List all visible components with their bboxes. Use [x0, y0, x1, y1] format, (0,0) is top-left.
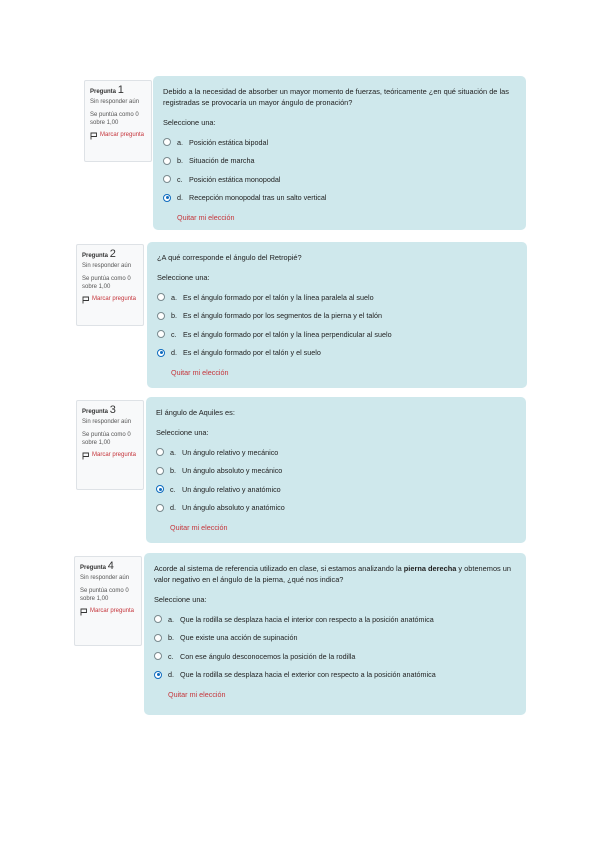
flag-icon	[82, 452, 90, 460]
radio-button-selected[interactable]	[154, 671, 162, 679]
radio-button[interactable]	[156, 504, 164, 512]
clear-choice-link[interactable]: Quitar mi elección	[170, 523, 228, 532]
flag-question-button[interactable]: Marcar pregunta	[82, 296, 138, 304]
answer-option[interactable]: a. Posición estática bipodal	[163, 133, 516, 152]
radio-button-selected[interactable]	[163, 194, 171, 202]
question-status: Sin responder aún	[82, 419, 132, 425]
question-status: Sin responder aún	[82, 263, 132, 269]
clear-choice-link[interactable]: Quitar mi elección	[171, 368, 229, 377]
radio-button[interactable]	[156, 467, 164, 475]
question-status: Sin responder aún	[90, 99, 140, 105]
radio-button[interactable]	[163, 175, 171, 183]
question-text: ¿A qué corresponde el ángulo del Retropié?	[157, 253, 302, 262]
question-score: Se puntúa como 0 sobre 1,00	[90, 112, 139, 126]
question-number: Pregunta 3	[82, 404, 116, 416]
radio-button-selected[interactable]	[156, 485, 164, 493]
question-info	[84, 80, 152, 162]
answer-option[interactable]: d. Un ángulo absoluto y anatómico	[156, 499, 516, 518]
question-card	[153, 76, 526, 230]
answer-option[interactable]: c. Posición estática monopodal	[163, 170, 516, 189]
answer-option[interactable]: c. Un ángulo relativo y anatómico	[156, 480, 516, 499]
question-number: Pregunta 4	[80, 560, 114, 572]
question-score: Se puntúa como 0 sobre 1,00	[82, 276, 131, 290]
radio-button[interactable]	[163, 138, 171, 146]
radio-button[interactable]	[154, 634, 162, 642]
question-text: El ángulo de Aquiles es:	[156, 408, 235, 417]
answer-option[interactable]: b. Situación de marcha	[163, 152, 516, 171]
question-info	[74, 556, 142, 646]
question-text: Acorde al sistema de referencia utilizado en clase, si estamos analizando la pierna derecha y obtenemos un valor negativo en el ángulo de la pierna, ¿qué nos indica?	[154, 564, 512, 584]
answer-option[interactable]: b. Es el ángulo formado por los segmentos de la pierna y el talón	[157, 307, 517, 326]
answer-option[interactable]: d. Es el ángulo formado por el talón y el suelo	[157, 344, 517, 363]
answer-prompt: Seleccione una:	[157, 273, 210, 282]
question-card	[146, 397, 526, 543]
answer-option[interactable]: a. Un ángulo relativo y mecánico	[156, 443, 516, 462]
flag-question-button[interactable]: Marcar pregunta	[80, 608, 136, 616]
radio-button[interactable]	[157, 293, 165, 301]
flag-question-button[interactable]: Marcar pregunta	[90, 132, 146, 140]
answer-prompt: Seleccione una:	[154, 595, 207, 604]
answer-option[interactable]: b. Un ángulo absoluto y mecánico	[156, 462, 516, 481]
radio-button[interactable]	[154, 615, 162, 623]
answer-option[interactable]: c. Es el ángulo formado por el talón y la línea perpendicular al suelo	[157, 325, 517, 344]
answer-option[interactable]: a. Es el ángulo formado por el talón y la línea paralela al suelo	[157, 288, 517, 307]
answer-prompt: Seleccione una:	[163, 118, 216, 127]
question-score: Se puntúa como 0 sobre 1,00	[82, 432, 131, 446]
answer-option[interactable]: d. Recepción monopodal tras un salto vertical	[163, 189, 516, 208]
question-info	[76, 244, 144, 326]
answer-option[interactable]: b. Que existe una acción de supinación	[154, 629, 516, 648]
answer-option[interactable]: a. Que la rodilla se desplaza hacia el interior con respecto a la posición anatómica	[154, 610, 516, 629]
question-card	[147, 242, 527, 388]
question-card	[144, 553, 526, 715]
flag-icon	[82, 296, 90, 304]
flag-icon	[80, 608, 88, 616]
radio-button[interactable]	[163, 157, 171, 165]
radio-button[interactable]	[156, 448, 164, 456]
radio-button-selected[interactable]	[157, 349, 165, 357]
question-info	[76, 400, 144, 490]
clear-choice-link[interactable]: Quitar mi elección	[177, 213, 235, 222]
flag-question-button[interactable]: Marcar pregunta	[82, 452, 138, 460]
question-number: Pregunta 2	[82, 248, 116, 260]
radio-button[interactable]	[154, 652, 162, 660]
answer-option[interactable]: c. Con ese ángulo desconocemos la posición de la rodilla	[154, 647, 516, 666]
answer-option[interactable]: d. Que la rodilla se desplaza hacia el exterior con respecto a la posición anatómica	[154, 666, 516, 685]
question-text: Debido a la necesidad de absorber un mayor momento de fuerzas, teóricamente ¿en qué situación de las registradas se provocaría un mayor ángulo de pronación?	[163, 87, 509, 107]
radio-button[interactable]	[157, 312, 165, 320]
flag-icon	[90, 132, 98, 140]
answer-prompt: Seleccione una:	[156, 428, 209, 437]
question-score: Se puntúa como 0 sobre 1,00	[80, 588, 129, 602]
question-number: Pregunta 1	[90, 84, 124, 96]
question-status: Sin responder aún	[80, 575, 130, 581]
radio-button[interactable]	[157, 330, 165, 338]
clear-choice-link[interactable]: Quitar mi elección	[168, 690, 226, 699]
